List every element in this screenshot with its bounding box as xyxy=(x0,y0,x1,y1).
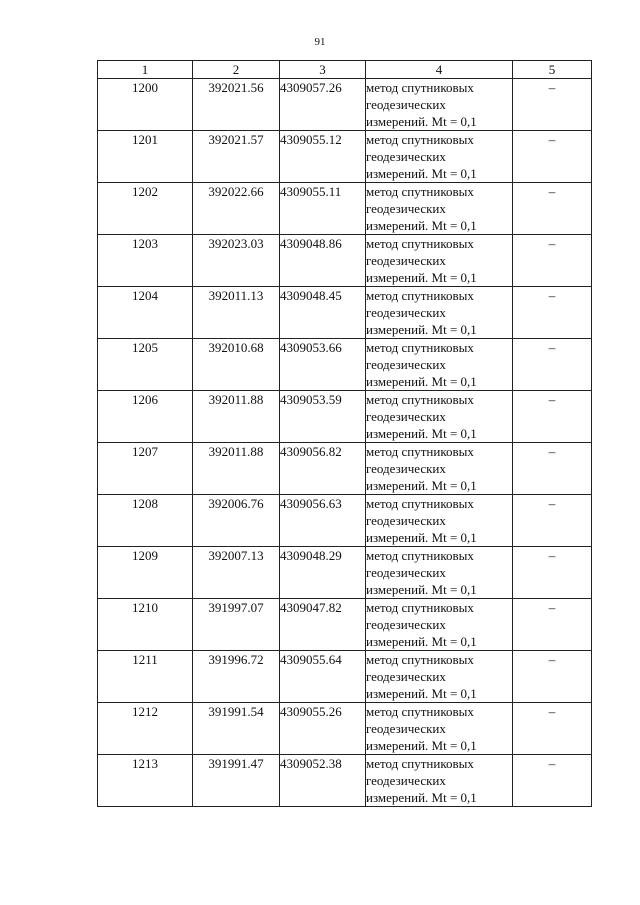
method-line: измерений. Mt = 0,1 xyxy=(366,166,477,181)
method-line: измерений. Mt = 0,1 xyxy=(366,582,477,597)
note-cell: – xyxy=(513,391,592,443)
point-number-cell: 1210 xyxy=(98,599,193,651)
table-row xyxy=(98,443,592,495)
point-number-cell: 1205 xyxy=(98,339,193,391)
method-line: метод спутниковых xyxy=(366,704,474,719)
method-line: измерений. Mt = 0,1 xyxy=(366,374,477,389)
table-row xyxy=(98,339,592,391)
method-line: измерений. Mt = 0,1 xyxy=(366,530,477,545)
method-cell xyxy=(366,443,513,495)
note-cell: – xyxy=(513,495,592,547)
method-cell xyxy=(366,287,513,339)
point-number-cell: 1206 xyxy=(98,391,193,443)
y-coordinate-cell: 4309057.26 xyxy=(280,79,366,131)
table-row xyxy=(98,755,592,807)
method-line: измерений. Mt = 0,1 xyxy=(366,218,477,233)
method-cell xyxy=(366,547,513,599)
point-number-cell: 1208 xyxy=(98,495,193,547)
y-coordinate-cell: 4309052.38 xyxy=(280,755,366,807)
y-coordinate-cell: 4309055.26 xyxy=(280,703,366,755)
table-row xyxy=(98,599,592,651)
method-line: геодезических xyxy=(366,409,446,424)
table-row xyxy=(98,183,592,235)
method-cell xyxy=(366,79,513,131)
method-line: метод спутниковых xyxy=(366,132,474,147)
method-line: метод спутниковых xyxy=(366,600,474,615)
note-cell: – xyxy=(513,131,592,183)
note-cell: – xyxy=(513,599,592,651)
y-coordinate-cell: 4309056.63 xyxy=(280,495,366,547)
table-row xyxy=(98,131,592,183)
header-row xyxy=(98,61,592,79)
method-line: геодезических xyxy=(366,617,446,632)
x-coordinate-cell: 391991.54 xyxy=(193,703,280,755)
note-cell: – xyxy=(513,651,592,703)
point-number-cell: 1200 xyxy=(98,79,193,131)
table-row xyxy=(98,547,592,599)
method-line: геодезических xyxy=(366,513,446,528)
method-line: измерений. Mt = 0,1 xyxy=(366,114,477,129)
note-cell: – xyxy=(513,235,592,287)
method-line: метод спутниковых xyxy=(366,444,474,459)
method-cell xyxy=(366,339,513,391)
header-col-4: 4 xyxy=(366,61,513,79)
table-row xyxy=(98,495,592,547)
method-cell xyxy=(366,235,513,287)
method-line: геодезических xyxy=(366,305,446,320)
method-line: метод спутниковых xyxy=(366,548,474,563)
method-line: геодезических xyxy=(366,773,446,788)
note-cell: – xyxy=(513,183,592,235)
page-number: 91 xyxy=(314,36,326,48)
table-body xyxy=(98,79,592,807)
method-cell xyxy=(366,131,513,183)
x-coordinate-cell: 392007.13 xyxy=(193,547,280,599)
method-line: измерений. Mt = 0,1 xyxy=(366,738,477,753)
method-line: метод спутниковых xyxy=(366,184,474,199)
x-coordinate-cell: 392006.76 xyxy=(193,495,280,547)
method-line: метод спутниковых xyxy=(366,80,474,95)
note-cell: – xyxy=(513,703,592,755)
header-col-2: 2 xyxy=(193,61,280,79)
point-number-cell: 1203 xyxy=(98,235,193,287)
method-line: геодезических xyxy=(366,357,446,372)
table-header xyxy=(98,61,592,79)
table-row xyxy=(98,287,592,339)
method-line: метод спутниковых xyxy=(366,288,474,303)
table-row xyxy=(98,651,592,703)
x-coordinate-cell: 392021.56 xyxy=(193,79,280,131)
table-row xyxy=(98,79,592,131)
x-coordinate-cell: 392022.66 xyxy=(193,183,280,235)
method-cell xyxy=(366,703,513,755)
method-line: геодезических xyxy=(366,149,446,164)
note-cell: – xyxy=(513,339,592,391)
x-coordinate-cell: 392011.88 xyxy=(193,443,280,495)
x-coordinate-cell: 391991.47 xyxy=(193,755,280,807)
header-col-3: 3 xyxy=(280,61,366,79)
method-line: измерений. Mt = 0,1 xyxy=(366,322,477,337)
header-col-5: 5 xyxy=(513,61,592,79)
point-number-cell: 1202 xyxy=(98,183,193,235)
method-line: геодезических xyxy=(366,565,446,580)
header-col-1: 1 xyxy=(98,61,193,79)
method-line: метод спутниковых xyxy=(366,340,474,355)
y-coordinate-cell: 4309053.59 xyxy=(280,391,366,443)
y-coordinate-cell: 4309047.82 xyxy=(280,599,366,651)
note-cell: – xyxy=(513,755,592,807)
method-line: метод спутниковых xyxy=(366,496,474,511)
y-coordinate-cell: 4309048.86 xyxy=(280,235,366,287)
method-line: геодезических xyxy=(366,669,446,684)
point-number-cell: 1201 xyxy=(98,131,193,183)
method-line: измерений. Mt = 0,1 xyxy=(366,426,477,441)
y-coordinate-cell: 4309048.45 xyxy=(280,287,366,339)
point-number-cell: 1207 xyxy=(98,443,193,495)
point-number-cell: 1211 xyxy=(98,651,193,703)
method-line: измерений. Mt = 0,1 xyxy=(366,686,477,701)
table-row xyxy=(98,391,592,443)
x-coordinate-cell: 392023.03 xyxy=(193,235,280,287)
y-coordinate-cell: 4309055.64 xyxy=(280,651,366,703)
method-line: геодезических xyxy=(366,461,446,476)
note-cell: – xyxy=(513,547,592,599)
method-line: метод спутниковых xyxy=(366,756,474,771)
method-cell xyxy=(366,599,513,651)
method-line: метод спутниковых xyxy=(366,652,474,667)
method-line: метод спутниковых xyxy=(366,236,474,251)
method-cell xyxy=(366,495,513,547)
table-row xyxy=(98,235,592,287)
method-line: измерений. Mt = 0,1 xyxy=(366,478,477,493)
method-line: измерений. Mt = 0,1 xyxy=(366,790,477,805)
y-coordinate-cell: 4309055.12 xyxy=(280,131,366,183)
method-line: геодезических xyxy=(366,253,446,268)
method-line: геодезических xyxy=(366,721,446,736)
x-coordinate-cell: 392021.57 xyxy=(193,131,280,183)
note-cell: – xyxy=(513,79,592,131)
method-cell xyxy=(366,183,513,235)
method-line: измерений. Mt = 0,1 xyxy=(366,634,477,649)
method-cell xyxy=(366,755,513,807)
x-coordinate-cell: 391996.72 xyxy=(193,651,280,703)
method-line: измерений. Mt = 0,1 xyxy=(366,270,477,285)
method-line: геодезических xyxy=(366,201,446,216)
x-coordinate-cell: 392011.88 xyxy=(193,391,280,443)
point-number-cell: 1213 xyxy=(98,755,193,807)
note-cell: – xyxy=(513,287,592,339)
note-cell: – xyxy=(513,443,592,495)
coordinates-table xyxy=(97,60,592,807)
method-line: геодезических xyxy=(366,97,446,112)
x-coordinate-cell: 392010.68 xyxy=(193,339,280,391)
y-coordinate-cell: 4309055.11 xyxy=(280,183,366,235)
method-cell xyxy=(366,651,513,703)
point-number-cell: 1212 xyxy=(98,703,193,755)
method-cell xyxy=(366,391,513,443)
table-row xyxy=(98,703,592,755)
x-coordinate-cell: 391997.07 xyxy=(193,599,280,651)
point-number-cell: 1204 xyxy=(98,287,193,339)
x-coordinate-cell: 392011.13 xyxy=(193,287,280,339)
y-coordinate-cell: 4309048.29 xyxy=(280,547,366,599)
point-number-cell: 1209 xyxy=(98,547,193,599)
y-coordinate-cell: 4309053.66 xyxy=(280,339,366,391)
method-line: метод спутниковых xyxy=(366,392,474,407)
y-coordinate-cell: 4309056.82 xyxy=(280,443,366,495)
